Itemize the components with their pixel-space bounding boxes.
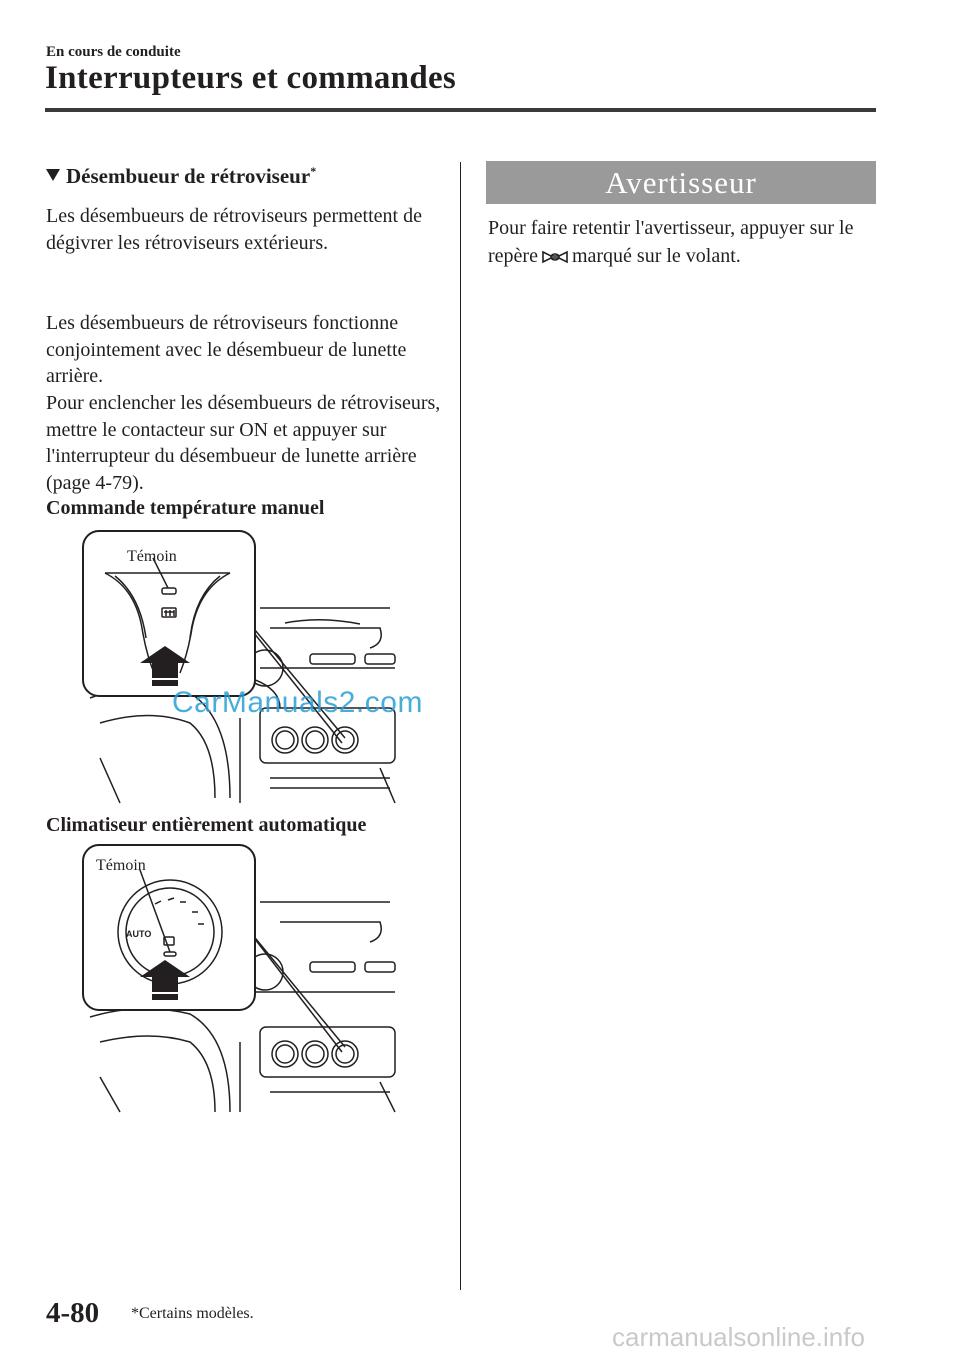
triangle-bullet-icon xyxy=(46,169,60,181)
page-title: Interrupteurs et commandes xyxy=(45,60,457,96)
footer-note: *Certains modèles. xyxy=(131,1305,254,1322)
subheading-star: * xyxy=(310,164,317,178)
page-number: 4-80 xyxy=(46,1297,100,1329)
subheading-text: Désembueur de rétroviseur xyxy=(66,164,311,188)
fig1-temoin-label: Témoin xyxy=(127,548,177,565)
figure-2-caption: Climatiseur entièrement automatique xyxy=(46,814,367,836)
horn-paragraph xyxy=(488,214,878,270)
fig2-temoin-label: Témoin xyxy=(96,857,146,874)
subheading xyxy=(46,164,316,189)
paragraph-1: Les désembueurs de rétroviseurs permettent de dégivrer les rétroviseurs extérieurs. xyxy=(46,205,422,254)
paragraph-3: Pour enclencher les désembueurs de rétroviseurs, mettre le contacteur sur ON et appuyer sur l'interrupteur du désembueur de lunette arrière (page 4-79). xyxy=(46,392,441,494)
section-banner: Avertisseur xyxy=(486,161,876,204)
section-label: En cours de conduite xyxy=(46,44,181,60)
horn-icon xyxy=(541,250,569,264)
horn-text-before: Pour faire retentir l'avertisseur, appuyer sur le repère xyxy=(488,217,854,267)
watermark-center: CarManuals2.com xyxy=(172,686,423,719)
watermark-bottom: carmanualsonline.info xyxy=(612,1322,865,1352)
figure-1-illustration xyxy=(80,528,400,808)
figure-2-illustration xyxy=(80,842,400,1117)
horn-text-after: marqué sur le volant. xyxy=(571,245,741,267)
title-rule xyxy=(45,108,876,112)
auto-label: AUTO xyxy=(126,929,152,939)
figure-1-caption: Commande température manuel xyxy=(46,497,325,519)
paragraph-2: Les désembueurs de rétroviseurs fonctionne conjointement avec le désembueur de lunette arrière. xyxy=(46,312,407,387)
column-divider xyxy=(460,162,461,1290)
